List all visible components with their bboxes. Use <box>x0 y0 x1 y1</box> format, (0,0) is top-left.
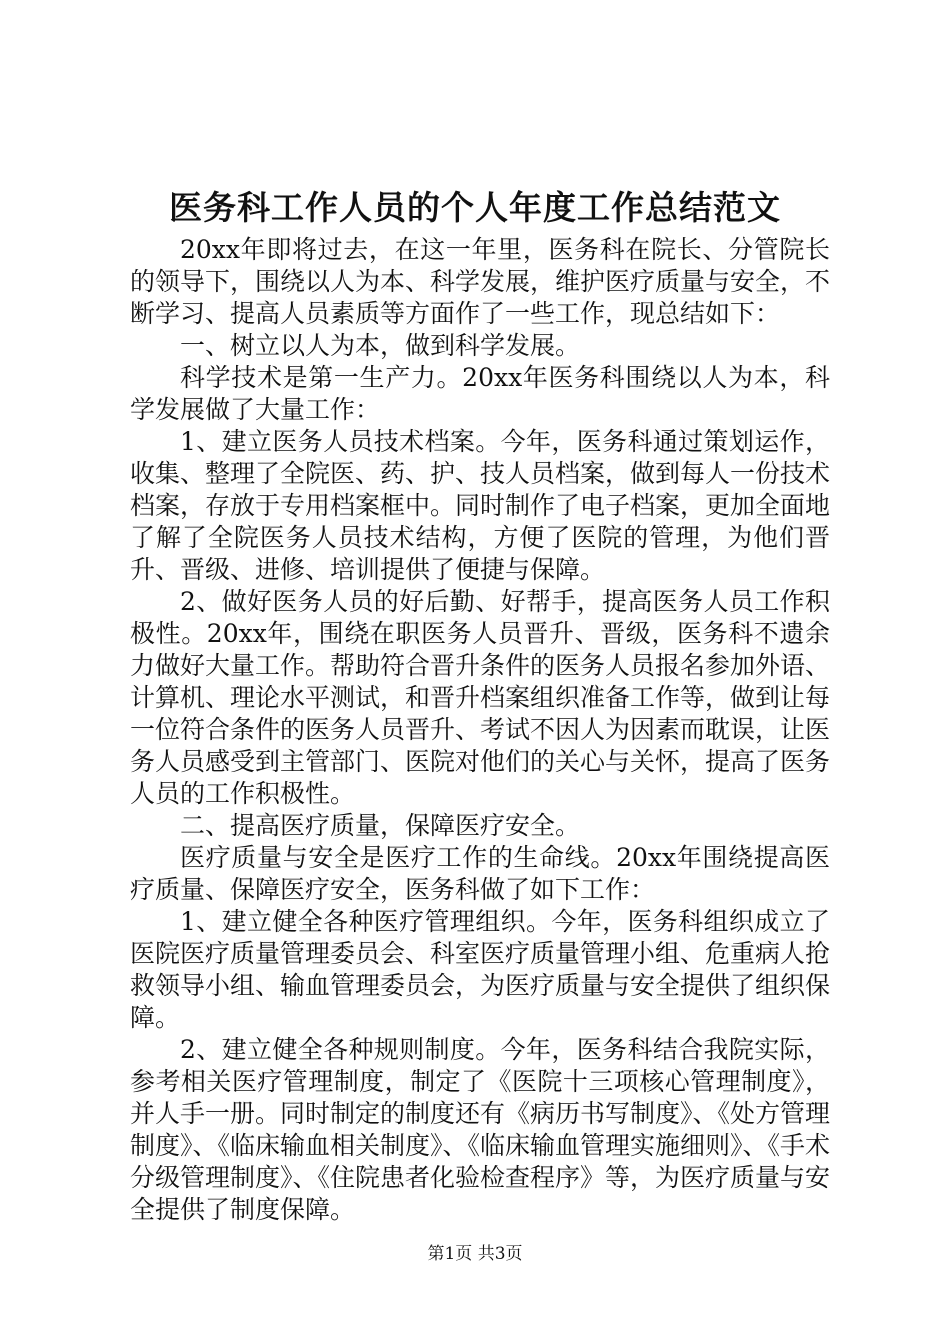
page-number: 第1页 共3页 <box>427 1244 523 1264</box>
section-heading-1: 一、树立以人为本，做到科学发展。 <box>180 331 581 360</box>
paragraph: 医疗质量与安全是医疗工作的生命线。20xx年围绕提高医疗质量、保障医疗安全，医务科做了如下工作： <box>130 843 830 904</box>
paragraph: 2、建立健全各种规则制度。今年，医务科结合我院实际，参考相关医疗管理制度，制定了《医院十三项核心管理制度》，并人手一册。同时制定的制度还有《病历书写制度》、《处方管理制度》、《临床输血相关制度》、《临床输血管理实施细则》、《手术分级管理制度》、《住院患者化验检查程序》等，为医疗质量与安全提供了制度保障。 <box>130 1035 831 1224</box>
paragraph: 1、建立健全各种医疗管理组织。今年，医务科组织成立了医院医疗质量管理委员会、科室医疗质量管理小组、危重病人抢救领导小组、输血管理委员会，为医疗质量与安全提供了组织保障。 <box>130 907 831 1032</box>
section-heading-2: 二、提高医疗质量，保障医疗安全。 <box>180 811 581 840</box>
paragraph: 2、做好医务人员的好后勤、好帮手，提高医务人员工作积极性。20xx年，围绕在职医务人员晋升、晋级，医务科不遗余力做好大量工作。帮助符合晋升条件的医务人员报名参加外语、计算机、理论水平测试，和晋升档案组织准备工作等，做到让每一位符合条件的医务人员晋升、考试不因人为因素而耽误，让医务人员感受到主管部门、医院对他们的关心与关怀，提高了医务人员的工作积极性。 <box>130 587 831 808</box>
paragraph-intro: 20xx年即将过去，在这一年里，医务科在院长、分管院长的领导下，围绕以人为本、科学发展，维护医疗质量与安全，不断学习、提高人员素质等方面作了一些工作，现总结如下： <box>130 235 831 328</box>
paragraph: 科学技术是第一生产力。20xx年医务科围绕以人为本，科学发展做了大量工作： <box>130 363 830 424</box>
document-body <box>130 234 830 1226</box>
paragraph: 1、建立医务人员技术档案。今年，医务科通过策划运作，收集、整理了全院医、药、护、技人员档案，做到每人一份技术档案，存放于专用档案框中。同时制作了电子档案，更加全面地了解了全院医务人员技术结构，方便了医院的管理，为他们晋升、晋级、进修、培训提供了便捷与保障。 <box>130 427 831 584</box>
document-title: 医务科工作人员的个人年度工作总结范文 <box>169 188 781 227</box>
